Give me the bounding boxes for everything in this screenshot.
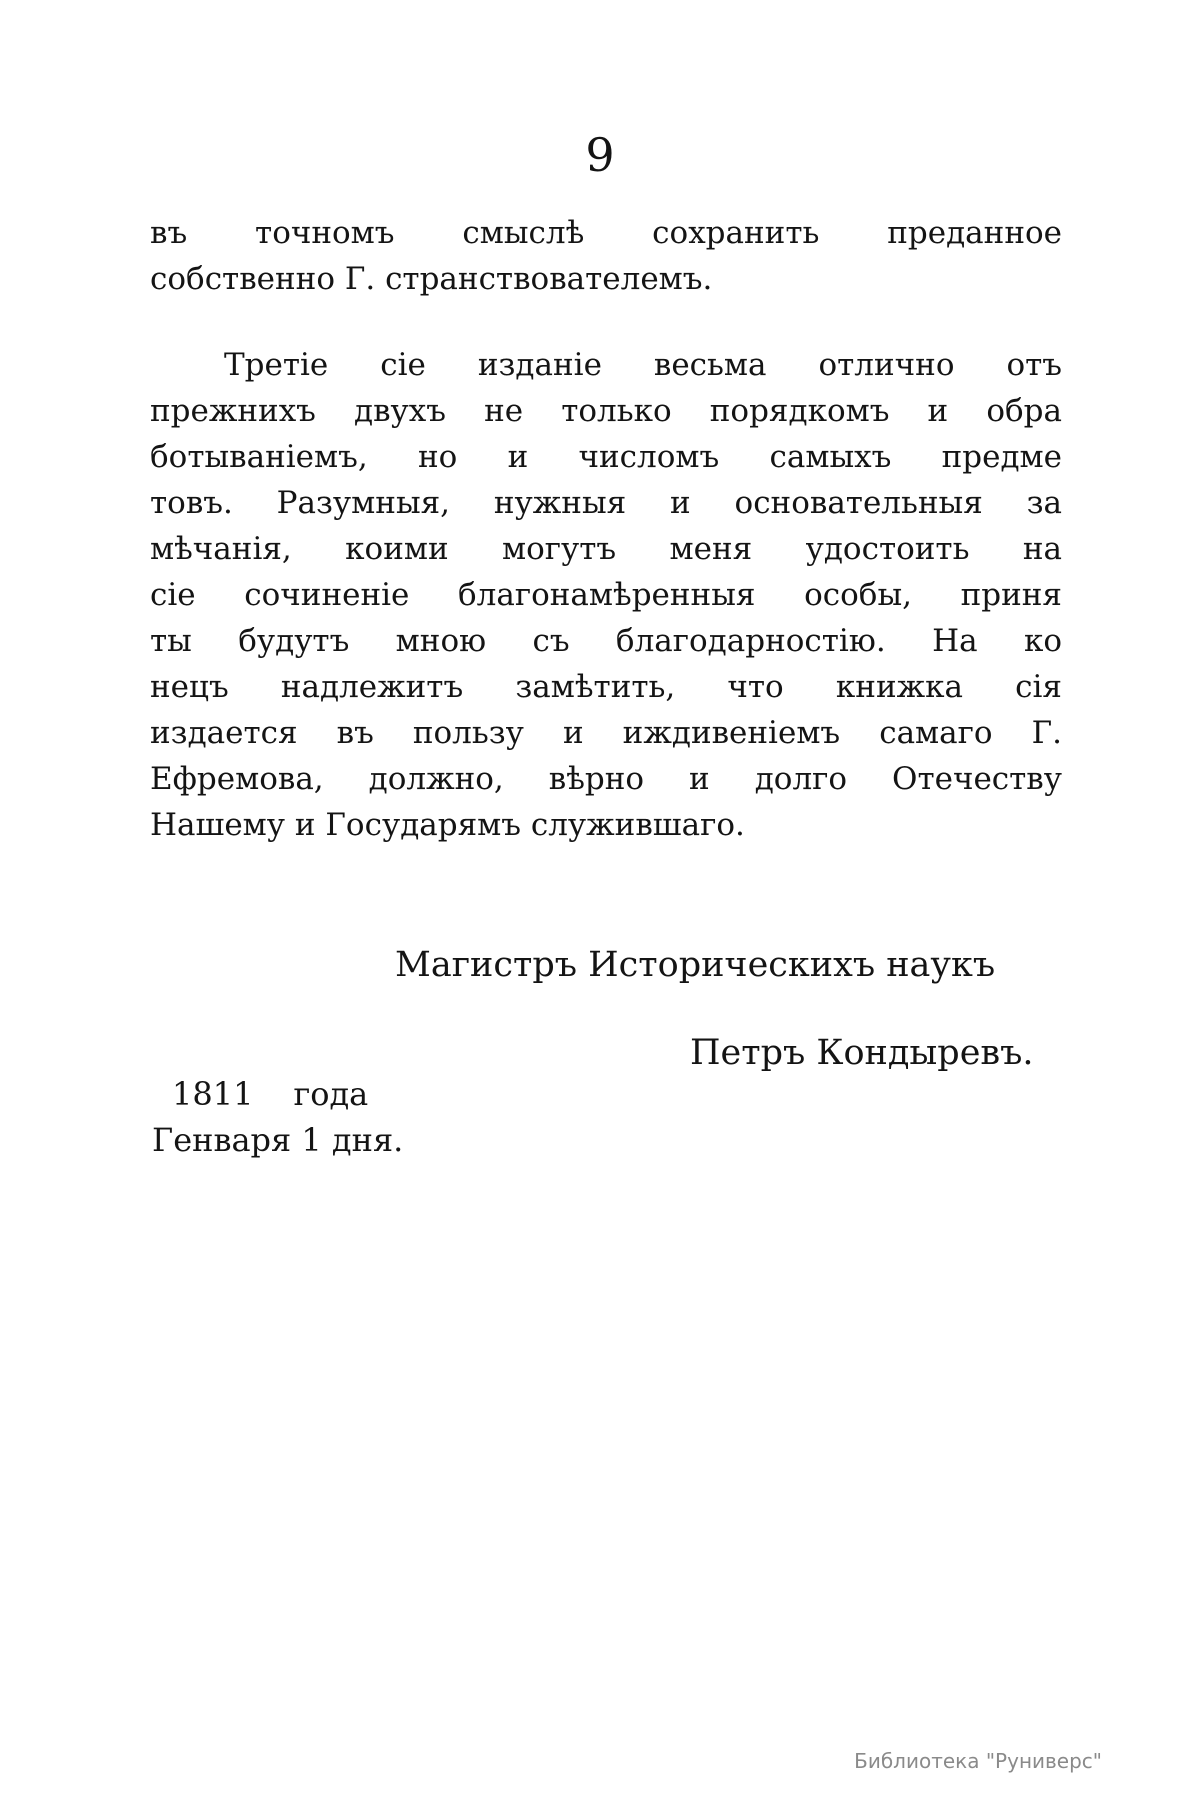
paragraph-continued <box>150 210 1062 302</box>
text-line: Ефремова, должно, вѣрно и долго Отечеству <box>150 761 1062 797</box>
text-line: товъ. Разумныя, нужныя и основательныя за <box>150 485 1062 521</box>
library-credit: Библиотека "Руниверс" <box>854 1749 1102 1773</box>
text-line: издается въ пользу и иждивеніемъ самаго Г. <box>150 715 1062 751</box>
date-year-line <box>172 1075 369 1113</box>
paragraph-gap <box>150 302 1062 342</box>
signature-title: Магистръ Историческихъ наукъ <box>395 945 996 985</box>
body-text <box>150 210 1062 848</box>
page-number: 9 <box>585 128 615 182</box>
text-line: въ точномъ смыслѣ сохранить преданное <box>150 215 1062 251</box>
date-day: Генваря 1 дня. <box>152 1121 404 1159</box>
text-line: ботываніемъ, но и числомъ самыхъ предме <box>150 439 1062 475</box>
paragraph-preface <box>150 342 1062 848</box>
text-line: собственно Г. странствователемъ. <box>150 261 713 297</box>
text-line: ты будутъ мною съ благодарностію. На ко <box>150 623 1062 659</box>
text-line: Нашему и Государямъ служившаго. <box>150 807 745 843</box>
text-line: прежнихъ двухъ не только порядкомъ и обра <box>150 393 1062 429</box>
text-line: сіе сочиненіе благонамѣренныя особы, приня <box>150 577 1062 613</box>
date-year: 1811 <box>172 1075 254 1113</box>
signature-name: Петръ Кондыревъ. <box>690 1033 1034 1073</box>
text-line: нецъ надлежитъ замѣтить, что книжка сія <box>150 669 1062 705</box>
date-year-word: года <box>293 1075 369 1113</box>
text-line: мѣчанія, коими могутъ меня удостоить на <box>150 531 1062 567</box>
text-line: Третіе сіе изданіе весьма отлично отъ <box>224 347 1062 383</box>
